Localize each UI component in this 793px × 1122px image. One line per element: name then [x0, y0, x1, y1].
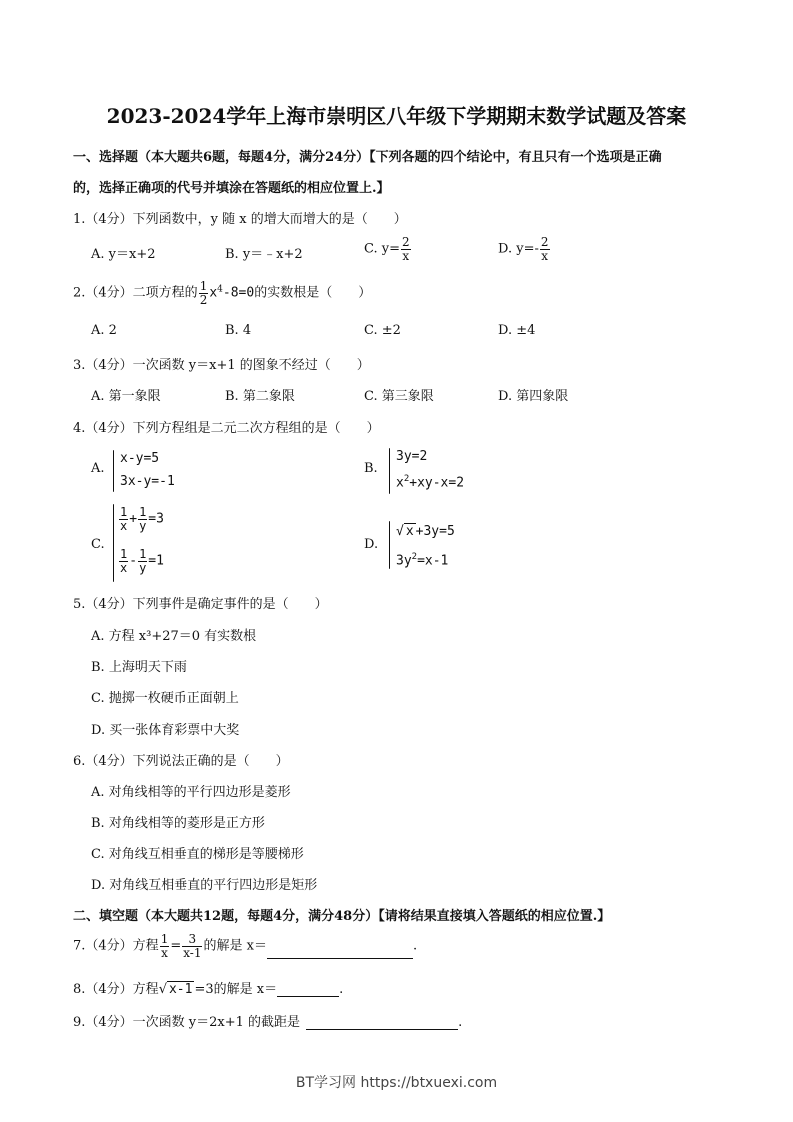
- question-4-stem: 4.（4分）下列方程组是二元二次方程组的是（ ）: [73, 421, 380, 436]
- q4-a-eq1: x-y=5: [120, 451, 160, 466]
- q4-c-eq2: $\frac{1}{x}$ - $\frac{1}{y}$ =1: [120, 547, 164, 575]
- q4-option-c-label: C.: [91, 537, 105, 552]
- q6-option-d: D. 对角线互相垂直的平行四边形是矩形: [91, 878, 318, 893]
- q8-answer-blank[interactable]: [277, 984, 339, 997]
- q1-option-b: B. y＝﹣x+2: [225, 247, 303, 262]
- q2-option-a: A. 2: [91, 323, 117, 338]
- q4-option-d-label: D.: [364, 537, 379, 552]
- question-7: 7.（4分）方程 $\frac{1}{x}$ = $\frac{3}{x-1}$ 的解是 x＝ .: [73, 932, 418, 960]
- q6-option-b: B. 对角线相等的菱形是正方形: [91, 816, 265, 831]
- q4-d-brace: [389, 521, 390, 569]
- q7-answer-blank[interactable]: [267, 946, 413, 959]
- question-5-stem: 5.（4分）下列事件是确定事件的是（ ）: [73, 597, 328, 612]
- q4-option-a-label: A.: [91, 461, 105, 476]
- q5-option-c: C. 抛掷一枚硬币正面朝上: [91, 691, 239, 706]
- question-6-stem: 6.（4分）下列说法正确的是（ ）: [73, 754, 289, 769]
- q4-a-eq2: 3x-y=-1: [120, 474, 175, 489]
- q4-b-eq1: 3y=2: [396, 449, 428, 464]
- q6-option-c: C. 对角线互相垂直的梯形是等腰梯形: [91, 847, 304, 862]
- page-title: 2023-2024学年上海市崇明区八年级下学期期末数学试题及答案: [106, 104, 687, 128]
- q5-option-d: D. 买一张体育彩票中大奖: [91, 723, 240, 738]
- q9-answer-blank[interactable]: [306, 1017, 458, 1030]
- question-2-stem: 2.（4分）二项方程的 $\frac{1}{2}$ $x^4-8=0$的实数根是（ ）: [73, 279, 372, 307]
- q4-b-brace: [389, 448, 390, 494]
- footer-watermark: BT学习网 https://btxuexi.com: [295, 1075, 498, 1091]
- q4-d-eq1: √ x +3y=5: [396, 524, 455, 539]
- q2-option-d: D. ±4: [498, 323, 536, 338]
- question-9: 9.（4分）一次函数 y＝2x+1 的截距是 .: [73, 1015, 463, 1030]
- q5-option-b: B. 上海明天下雨: [91, 660, 187, 675]
- section1-header-line2: 的，选择正确项的代号并填涂在答题纸的相应位置上.】: [73, 181, 390, 196]
- q4-option-b-label: B.: [364, 461, 378, 476]
- q4-b-eq2: $x^2+xy-x=2$: [396, 474, 465, 491]
- q4-c-eq1: $\frac{1}{x}$ + $\frac{1}{y}$ =3: [120, 505, 164, 533]
- q4-c-brace: [113, 504, 114, 582]
- q1-option-c: C. y= $\frac{2}{x}$: [364, 235, 410, 263]
- q2-option-c: C. ±2: [364, 323, 401, 338]
- section1-header-line1: 一、选择题（本大题共6题，每题4分，满分24分）【下列各题的四个结论中，有且只有一个选项是正确: [73, 150, 662, 165]
- q1-option-d: D. y=- $\frac{2}{x}$: [498, 235, 549, 263]
- question-3-stem: 3.（4分）一次函数 y＝x+1 的图象不经过（ ）: [73, 358, 370, 373]
- q3-option-b: B. 第二象限: [225, 389, 295, 404]
- q1-option-a: A. y＝x+2: [91, 247, 156, 262]
- q4-a-brace: [113, 450, 114, 492]
- question-1-stem: 1.（4分）下列函数中，y 随 x 的增大而增大的是（ ）: [73, 212, 407, 227]
- q5-option-a: A. 方程 x³+27＝0 有实数根: [91, 629, 257, 644]
- q6-option-a: A. 对角线相等的平行四边形是菱形: [91, 785, 291, 800]
- q4-d-eq2: $3y^2=x-1$: [396, 552, 449, 569]
- q3-option-d: D. 第四象限: [498, 389, 569, 404]
- question-8: 8.（4分）方程√ x-1 =3的解是 x＝ .: [73, 982, 344, 997]
- q2-option-b: B. 4: [225, 323, 252, 338]
- q3-option-a: A. 第一象限: [91, 389, 161, 404]
- q3-option-c: C. 第三象限: [364, 389, 434, 404]
- section2-header: 二、填空题（本大题共12题，每题4分，满分48分）【请将结果直接填入答题纸的相应位置.】: [73, 909, 611, 924]
